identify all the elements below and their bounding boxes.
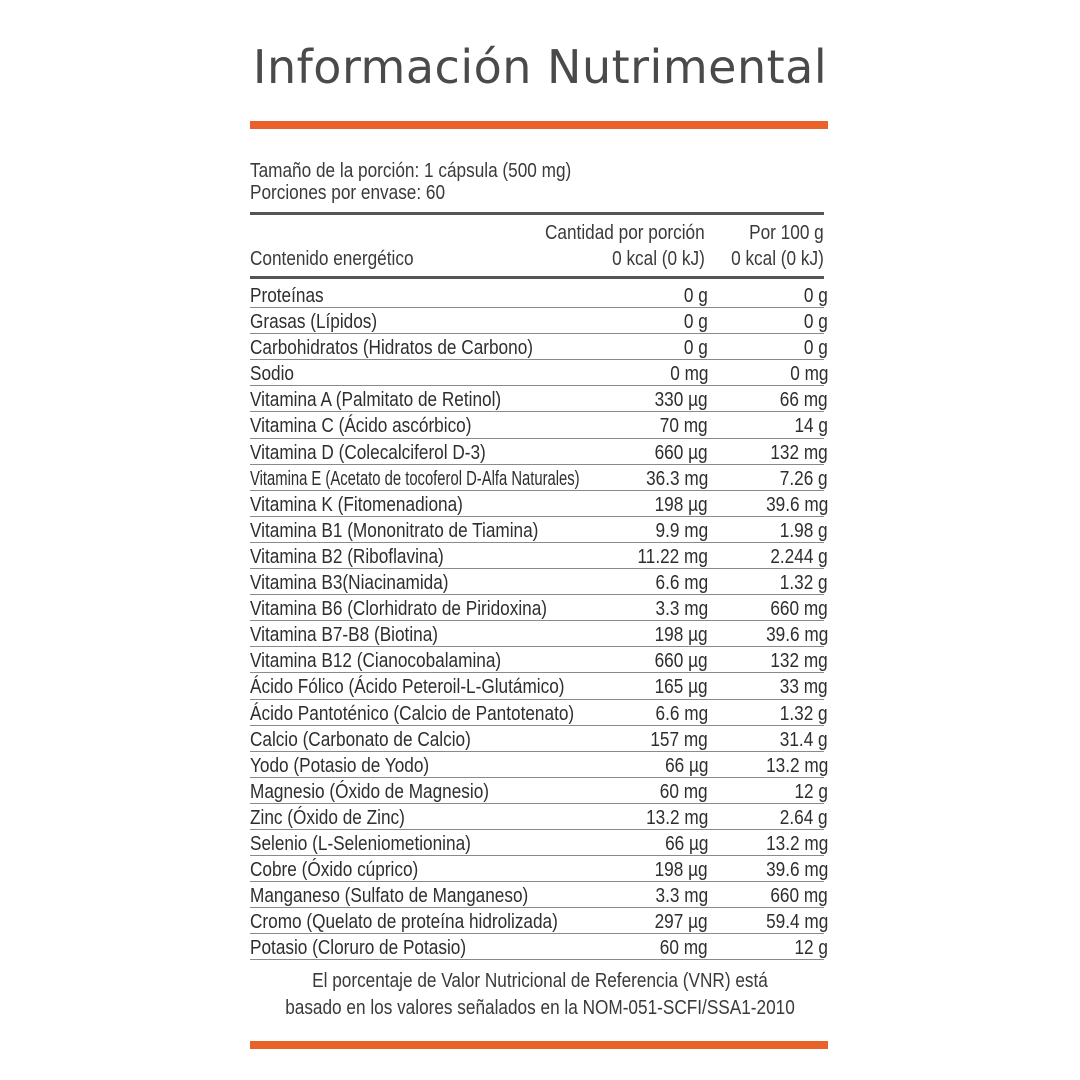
table-row — [250, 491, 828, 517]
nutrient-name: Potasio (Cloruro de Potasio) — [250, 937, 467, 960]
per-serving-value: 0 g — [684, 311, 708, 334]
nutrient-name: Cobre (Óxido cúprico) — [250, 859, 419, 882]
per-serving-value: 198 µg — [655, 859, 708, 882]
nutrient-name: Selenio (L-Seleniometionina) — [250, 832, 471, 855]
nutrient-name: Vitamina B2 (Riboflavina) — [250, 545, 444, 568]
table-row — [250, 856, 828, 882]
per-serving-value: 660 µg — [655, 650, 708, 673]
table-row — [250, 882, 828, 908]
header-rule-top — [250, 212, 824, 215]
nutrient-name: Ácido Pantoténico (Calcio de Pantotenato) — [250, 702, 575, 725]
per-serving-value: 11.22 mg — [637, 545, 708, 568]
per-100g-value: 0 g — [804, 337, 828, 360]
per-serving-value: 13.2 mg — [645, 806, 708, 829]
header-rule-bottom — [250, 276, 824, 279]
table-row — [250, 465, 828, 491]
nutrient-name: Grasas (Lípidos) — [250, 311, 378, 334]
per-serving-value: 157 mg — [650, 728, 708, 751]
nutrient-name: Vitamina B1 (Mononitrato de Tiamina) — [250, 519, 539, 542]
table-row — [250, 543, 828, 569]
per-serving-value: 36.3 mg — [645, 467, 708, 490]
table-row — [250, 804, 828, 830]
per-100g-value: 660 mg — [770, 885, 828, 908]
serving-info — [250, 160, 828, 204]
per-serving-value: 0 g — [684, 285, 708, 307]
per-serving-value: 330 µg — [655, 389, 708, 412]
nutrient-name: Vitamina C (Ácido ascórbico) — [250, 415, 472, 438]
footnote-line-1: El porcentaje de Valor Nutricional de Referencia (VNR) está — [312, 970, 768, 992]
per-serving-value: 198 µg — [655, 493, 708, 516]
nutrient-name: Vitamina K (Fitomenadiona) — [250, 493, 463, 516]
per-serving-value: 6.6 mg — [655, 702, 708, 725]
bottom-accent-bar — [250, 1041, 828, 1049]
table-row — [250, 934, 828, 960]
per-100g-value: 66 mg — [780, 389, 828, 412]
nutrient-name: Vitamina B3(Niacinamida) — [250, 572, 449, 595]
per-serving-value: 297 µg — [655, 911, 708, 934]
table-row — [250, 282, 828, 308]
per-100g-value: 132 mg — [770, 441, 828, 464]
footnote — [230, 968, 850, 1022]
per-100g-value: 59.4 mg — [765, 911, 828, 934]
nutrient-name: Ácido Fólico (Ácido Peteroil-L-Glutámico) — [250, 676, 565, 699]
per-serving-value: 0 g — [684, 337, 708, 360]
per-100g-value: 33 mg — [780, 676, 828, 699]
per-100g-value: 0 mg — [789, 363, 828, 386]
nutrient-name: Manganeso (Sulfato de Manganeso) — [250, 885, 529, 908]
table-row — [250, 517, 828, 543]
per-100g-value: 12 g — [794, 780, 828, 803]
nutrient-table — [250, 282, 828, 960]
nutrient-name: Vitamina B7-B8 (Biotina) — [250, 624, 439, 647]
per-100g-value: 12 g — [794, 937, 828, 960]
table-row — [250, 621, 828, 647]
per-100g-value: 13.2 mg — [765, 754, 828, 777]
nutrient-name: Yodo (Potasio de Yodo) — [250, 754, 430, 777]
nutrient-name: Calcio (Carbonato de Calcio) — [250, 728, 471, 751]
per-100g-value: 2.64 g — [780, 806, 828, 829]
per-100g-value: 39.6 mg — [765, 859, 828, 882]
per-100g-value: 14 g — [794, 415, 828, 438]
nutrient-name: Vitamina E (Acetato de tocoferol D-Alfa Naturales) — [250, 467, 580, 490]
nutrient-name: Vitamina D (Colecalciferol D-3) — [250, 441, 486, 464]
nutrient-name: Cromo (Quelato de proteína hidrolizada) — [250, 911, 558, 934]
energy-label: Contenido energético — [250, 248, 414, 270]
table-row — [250, 726, 828, 752]
per-serving-value: 0 mg — [669, 363, 708, 386]
table-row — [250, 778, 828, 804]
table-row — [250, 752, 828, 778]
per-serving-value: 3.3 mg — [655, 598, 708, 621]
per-100g-energy: 0 kcal (0 kJ) — [731, 248, 824, 270]
per-100g-column-label: Por 100 g — [749, 222, 824, 244]
per-100g-value: 1.32 g — [780, 572, 828, 595]
per-100g-value: 7.26 g — [780, 467, 828, 490]
per-100g-value: 13.2 mg — [765, 832, 828, 855]
table-row — [250, 569, 828, 595]
per-100g-value: 132 mg — [770, 650, 828, 673]
footnote-line-2: basado en los valores señalados en la NOM-051-SCFI/SSA1-2010 — [285, 997, 795, 1019]
per-serving-value: 70 mg — [660, 415, 708, 438]
per-100g-value: 1.32 g — [780, 702, 828, 725]
per-serving-value: 60 mg — [660, 937, 708, 960]
table-row — [250, 647, 828, 673]
per-100g-value: 1.98 g — [780, 519, 828, 542]
table-row — [250, 830, 828, 856]
table-row — [250, 439, 828, 465]
nutrient-name: Vitamina B6 (Clorhidrato de Piridoxina) — [250, 598, 548, 621]
per-serving-value: 9.9 mg — [655, 519, 708, 542]
per-serving-value: 165 µg — [655, 676, 708, 699]
table-row — [250, 908, 828, 934]
nutrient-name: Sodio — [250, 363, 294, 386]
nutrient-name: Proteínas — [250, 285, 324, 307]
per-100g-value: 39.6 mg — [765, 493, 828, 516]
servings-per-container: Porciones por envase: 60 — [250, 182, 446, 204]
nutrient-name: Zinc (Óxido de Zinc) — [250, 806, 405, 829]
per-100g-value: 0 g — [804, 285, 828, 307]
table-row — [250, 700, 828, 726]
table-row — [250, 360, 828, 386]
per-serving-column-label: Cantidad por porción — [545, 222, 705, 244]
nutrient-name: Carbohidratos (Hidratos de Carbono) — [250, 337, 533, 360]
table-row — [250, 308, 828, 334]
per-serving-value: 6.6 mg — [655, 572, 708, 595]
per-serving-value: 198 µg — [655, 624, 708, 647]
per-100g-value: 0 g — [804, 311, 828, 334]
per-100g-value: 2.244 g — [770, 545, 828, 568]
per-100g-value: 660 mg — [770, 598, 828, 621]
serving-size: Tamaño de la porción: 1 cápsula (500 mg) — [250, 160, 572, 182]
per-serving-value: 660 µg — [655, 441, 708, 464]
table-row — [250, 334, 828, 360]
table-row — [250, 595, 828, 621]
per-serving-value: 66 µg — [664, 754, 708, 777]
nutrient-name: Vitamina B12 (Cianocobalamina) — [250, 650, 502, 673]
table-header — [250, 220, 828, 274]
per-100g-value: 39.6 mg — [765, 624, 828, 647]
nutrient-name: Magnesio (Óxido de Magnesio) — [250, 780, 490, 803]
page-title: Información Nutrimental — [252, 40, 828, 94]
table-row — [250, 412, 828, 438]
per-100g-value: 31.4 g — [780, 728, 828, 751]
per-serving-energy: 0 kcal (0 kJ) — [612, 248, 705, 270]
table-row — [250, 673, 828, 699]
top-accent-bar — [250, 121, 828, 129]
per-serving-value: 60 mg — [660, 780, 708, 803]
per-serving-value: 66 µg — [664, 832, 708, 855]
table-row — [250, 386, 828, 412]
per-serving-value: 3.3 mg — [655, 885, 708, 908]
nutrient-name: Vitamina A (Palmitato de Retinol) — [250, 389, 502, 412]
